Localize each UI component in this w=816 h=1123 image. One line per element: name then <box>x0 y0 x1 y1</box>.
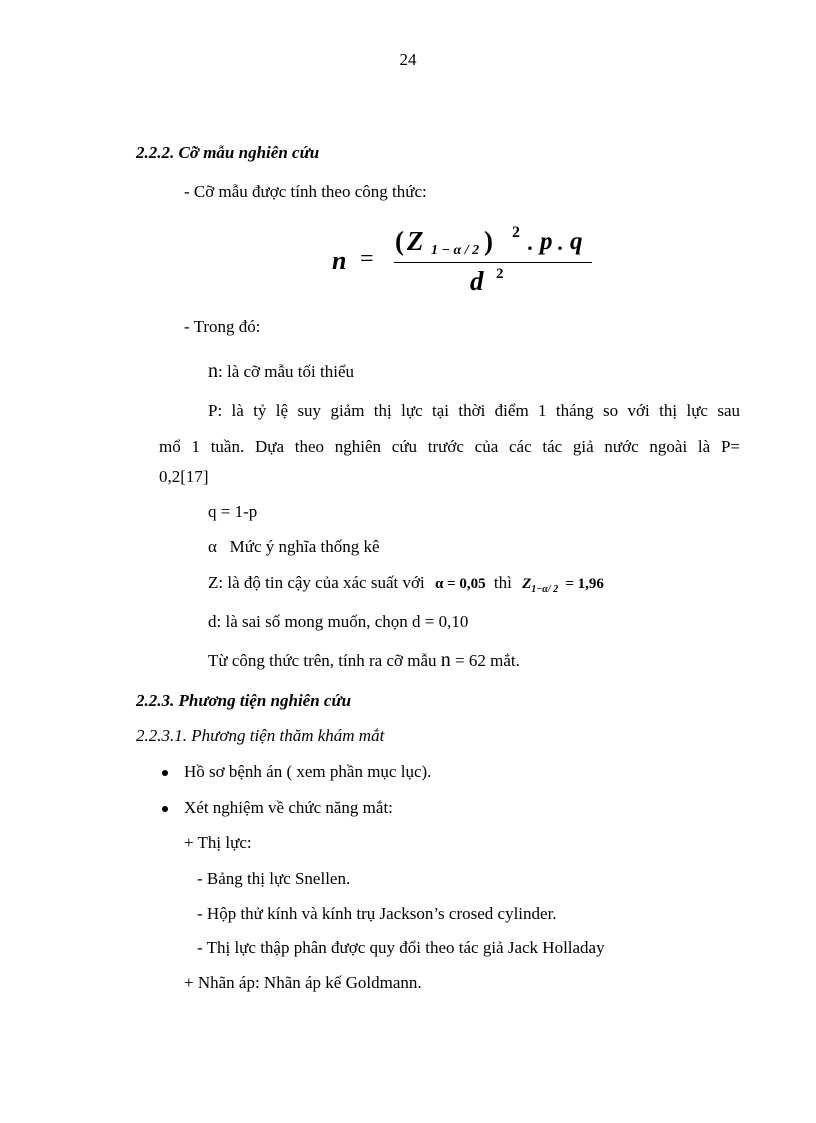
item-snellen-chart: - Bảng thị lực Snellen. <box>197 869 351 888</box>
section-heading-sample-size: 2.2.2. Cỡ mẫu nghiên cứu <box>136 143 320 162</box>
bullet-dot-1 <box>162 770 168 776</box>
formula-d-exponent: 2 <box>496 266 504 282</box>
z-thi: thì <box>493 573 512 592</box>
d-definition: d: là sai số mong muốn, chọn d = 0,10 <box>208 612 469 631</box>
item-intraocular-pressure: + Nhãn áp: Nhãn áp kế Goldmann. <box>184 973 422 992</box>
formula-n: n <box>332 246 347 275</box>
formula-exponent-2: 2 <box>512 224 520 241</box>
z-subscript: 1−α/ 2 <box>531 584 559 595</box>
bullet-dot-2 <box>162 806 168 812</box>
formula-q: q <box>570 228 583 255</box>
z-definition-text: Z: là độ tin cậy của xác suất với <box>208 573 425 592</box>
formula-d: d <box>470 266 484 296</box>
n-definition-text: : là cỡ mẫu tối thiểu <box>218 362 354 381</box>
formula-dot-2: . <box>558 230 564 255</box>
formula-dot-1: . <box>528 230 534 255</box>
bullet-medical-records: Hồ sơ bệnh án ( xem phần mục lục). <box>184 762 432 781</box>
item-decimal-acuity: - Thị lực thập phân được quy đổi theo tác giả Jack Holladay <box>197 938 605 957</box>
subsection-heading-eye-exam: 2.2.3.1. Phương tiện thăm khám mắt <box>136 726 385 745</box>
formula-Z-subscript: 1 − α / 2 <box>431 243 480 258</box>
page-number: 24 <box>399 50 417 69</box>
result-suffix: = 62 mắt. <box>455 651 520 670</box>
bullet-eye-function-tests: Xét nghiệm về chức năng mắt: <box>184 798 393 817</box>
p-definition-line-1: P: là tỷ lệ suy giảm thị lực tại thời điểm 1 tháng so với thị lực sau <box>208 401 740 420</box>
formula-fraction-bar <box>394 262 592 263</box>
q-definition: q = 1-p <box>208 502 258 521</box>
z-definition <box>208 573 604 593</box>
section-heading-equipment: 2.2.3. Phương tiện nghiên cứu <box>136 691 352 710</box>
result-sentence <box>208 649 520 672</box>
n-symbol: n <box>208 360 218 382</box>
p-definition-line-2: mổ 1 tuần. Dựa theo nghiên cứu trước của các tác giả nước ngoài là P= <box>159 437 740 456</box>
z-symbol: Z <box>522 576 532 592</box>
formula-p: p <box>540 228 553 255</box>
result-prefix: Từ công thức trên, tính ra cỡ mẫu <box>208 651 437 670</box>
formula-open-paren: ( <box>395 226 404 256</box>
p-definition-line-3: 0,2[17] <box>159 467 209 486</box>
formula-equals: = <box>360 246 374 272</box>
alpha-definition: α Mức ý nghĩa thống kê <box>208 537 380 556</box>
n-definition <box>208 360 354 383</box>
formula-Z: Z <box>407 226 424 256</box>
z-value: = 1,96 <box>565 576 604 592</box>
formula-close-paren: ) <box>484 226 493 256</box>
item-trial-lens-box: - Hộp thử kính và kính trụ Jackson’s crosed cylinder. <box>197 904 557 923</box>
item-visual-acuity: + Thị lực: <box>184 833 252 852</box>
formula-intro: - Cỡ mẫu được tính theo công thức: <box>184 182 427 201</box>
z-alpha-value: α = 0,05 <box>434 576 486 592</box>
result-n-symbol: n <box>440 649 451 671</box>
where-label: - Trong đó: <box>184 317 261 336</box>
